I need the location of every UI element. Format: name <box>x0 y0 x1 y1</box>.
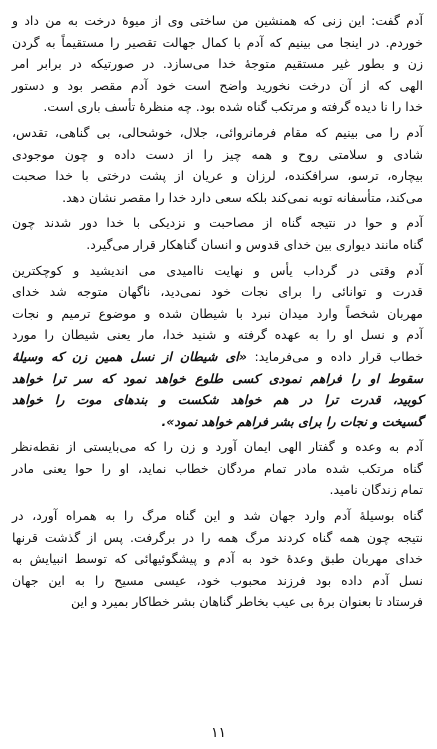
quote-line: سقوط او را فراهم نمودی کسی طلوع خواهد نمود که سر ترا خواهد <box>12 370 423 386</box>
text-line: گناه مرتکب شده مادر تمام مردگان خطاب نماید، او را حوا یعنی مادر <box>12 460 423 476</box>
text-line: خدای مهربان طبق وعدهٔ خود به آدم و پیشگوئیهائی که توسط انبیایش به <box>12 551 423 567</box>
text-line <box>12 346 423 368</box>
text-line: خدا را نا دیده گرفته و مرتکب گناه شده بود. چه منظرهٔ تأسف باری است. <box>43 99 423 115</box>
text-line: مهربان شخصاً وارد میدان نبرد با شیطان شده و موضوع ترمیم و نجات <box>12 305 423 321</box>
text-line: آدم گفت: این زنی که همنشین من ساختی وی از میوهٔ درخت به من داد و <box>12 13 423 28</box>
text-line: آدم به وعده و گفتار الهی ایمان آورد و زن را که می‌بایستی از نقطه‌نظر <box>12 439 423 455</box>
text-line: آدم وقتی در گرداب یأس و نهایت ناامیدی می اندیشید و کوچکترین <box>12 262 423 278</box>
quote-line: گسیخت و نجات را برای بشر فراهم خواهد نمود». <box>161 413 423 429</box>
text-line: گناه مانند دیواری بین خدای قدوس و انسان گناهکار قرار می‌گیرد. <box>86 236 423 252</box>
page-number: ۱۱ <box>210 725 227 741</box>
text-line: آدم را می بینیم که مقام فرمانروائی، جلال، خوشحالی، بی گناهی، تقدس، <box>12 124 423 140</box>
text-line: زن و بطور غیر مستقیم متوجهٔ خدا می‌سازد. در صورتیکه در برابر امر <box>12 56 423 72</box>
text-line: می‌کند، متأسفانه توبه نمی‌کند بلکه سعی دارد خدا را مقصر نشان دهد. <box>62 189 423 205</box>
text-line: الهی که از آن درخت نخورید واضح است خود آدم مقصر بود و دستور <box>12 77 423 93</box>
paragraph <box>12 436 423 501</box>
paragraph <box>12 122 423 208</box>
paragraph <box>12 212 423 255</box>
quote-lead-text: خطاب قرار داده و می‌فرماید: <box>246 348 423 364</box>
text-line: نتیجه چون همه گناه کردند مرگ همه را در برگرفت. پس از گذشت قرنها <box>12 529 423 545</box>
paragraph <box>12 505 423 613</box>
paragraph <box>12 260 423 433</box>
quote-line: کوبید، قدرت ترا در هم خواهد شکست و بندهای موت را خواهد <box>12 392 423 408</box>
text-line: گناه بوسیلهٔ آدم وارد جهان شد و این گناه مرگ را به همراه آورد، در <box>12 508 423 524</box>
text-line: آدم و حوا در نتیجه گناه از مصاحبت و نزدیکی با خدا دور شدند چون <box>12 215 423 231</box>
text-line: آدم و نسل او را به عهده گرفته و شنید خدا، مار یعنی شیطان را مورد <box>12 327 423 343</box>
text-line: خوردم. در اینجا می بینیم که آدم با کمال جهالت تقصیر را مستقیماً به گردن <box>12 34 423 50</box>
quote-text: «ای شیطان از نسل همین زن که وسیلهٔ <box>12 348 247 364</box>
text-line: قدرت و توانائی را برای نجات خود نمی‌دید، ناگهان متوجه شد خدای <box>12 284 423 300</box>
page-body-text <box>12 10 423 613</box>
text-line: فرستاد تا بعنوان برهٔ بی عیب بخاطر گناهان بشر خطاکار بمیرد و این <box>70 594 423 610</box>
text-line: نسل آدم داده بود فرزند محبوب خود، عیسی مسیح را به این جهان <box>12 572 423 588</box>
text-line: بیچاره، ترسو، سرافکنده، لرزان و عریان از پشت درختی با خدا صحبت <box>12 168 423 184</box>
text-line: تمام زندگان نامید. <box>329 482 423 498</box>
text-line: شادی و سلامتی روح و همه چیز را از دست داده و چون موجودی <box>12 146 423 162</box>
paragraph <box>12 10 423 118</box>
